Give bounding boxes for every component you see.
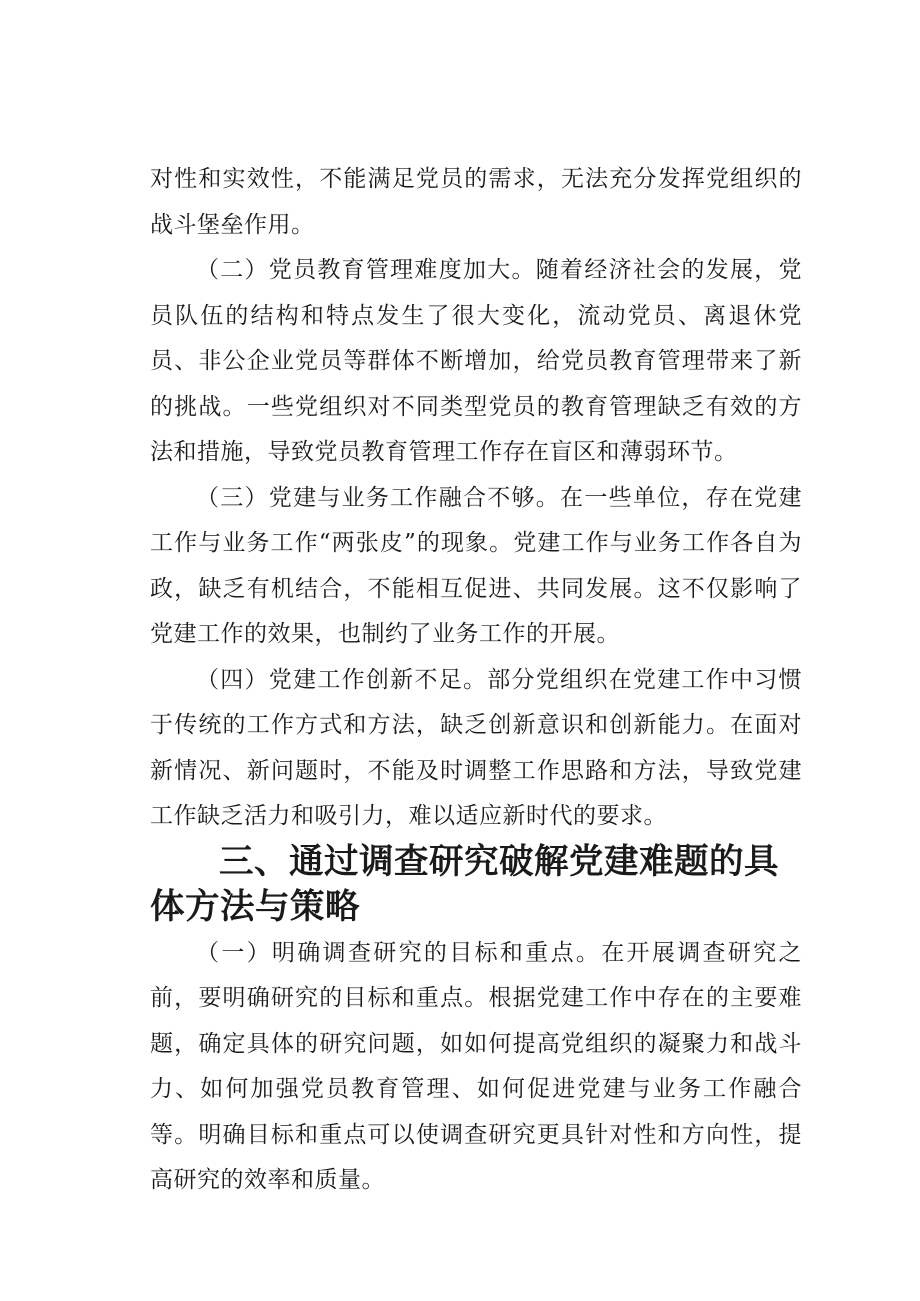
paragraph-party-member-education: （二）党员教育管理难度加大。随着经济社会的发展，党员队伍的结构和特点发生了很大变化，流动党员、离退休党员、非公企业党员等群体不断增加，给党员教育管理带来了新的挑战。一些党组织对不同类型党员的教育管理缺乏有效的方法和措施，导致党员教育管理工作存在盲区和薄弱环节。 [150, 257, 802, 465]
paragraph-research-goals: （一）明确调查研究的目标和重点。在开展调查研究之前，要明确研究的目标和重点。根据党建工作中存在的主要难题，确定具体的研究问题，如如何提高党组织的凝聚力和战斗力、如何加强党员教育管理、如何促进党建与业务工作融合等。明确目标和重点可以使调查研究更具针对性和方向性，提高研究的效率和质量。 [150, 939, 802, 1193]
paragraph-continued: 对性和实效性，不能满足党员的需求，无法充分发挥党组织的战斗堡垒作用。 [150, 166, 802, 238]
document-body [150, 157, 802, 1204]
paragraph-party-innovation: （四）党建工作创新不足。部分党组织在党建工作中习惯于传统的工作方式和方法，缺乏创新意识和创新能力。在面对新情况、新问题时，不能及时调整工作思路和方法，导致党建工作缺乏活力和吸引力，难以适应新时代的要求。 [150, 666, 802, 829]
paragraph-party-business-integration: （三）党建与业务工作融合不够。在一些单位，存在党建工作与业务工作“两张皮”的现象。党建工作与业务工作各自为政，缺乏有机结合，不能相互促进、共同发展。这不仅影响了党建工作的效果，也制约了业务工作的开展。 [150, 484, 802, 647]
section-heading: 三、通过调查研究破解党建难题的具体方法与策略 [150, 841, 779, 927]
